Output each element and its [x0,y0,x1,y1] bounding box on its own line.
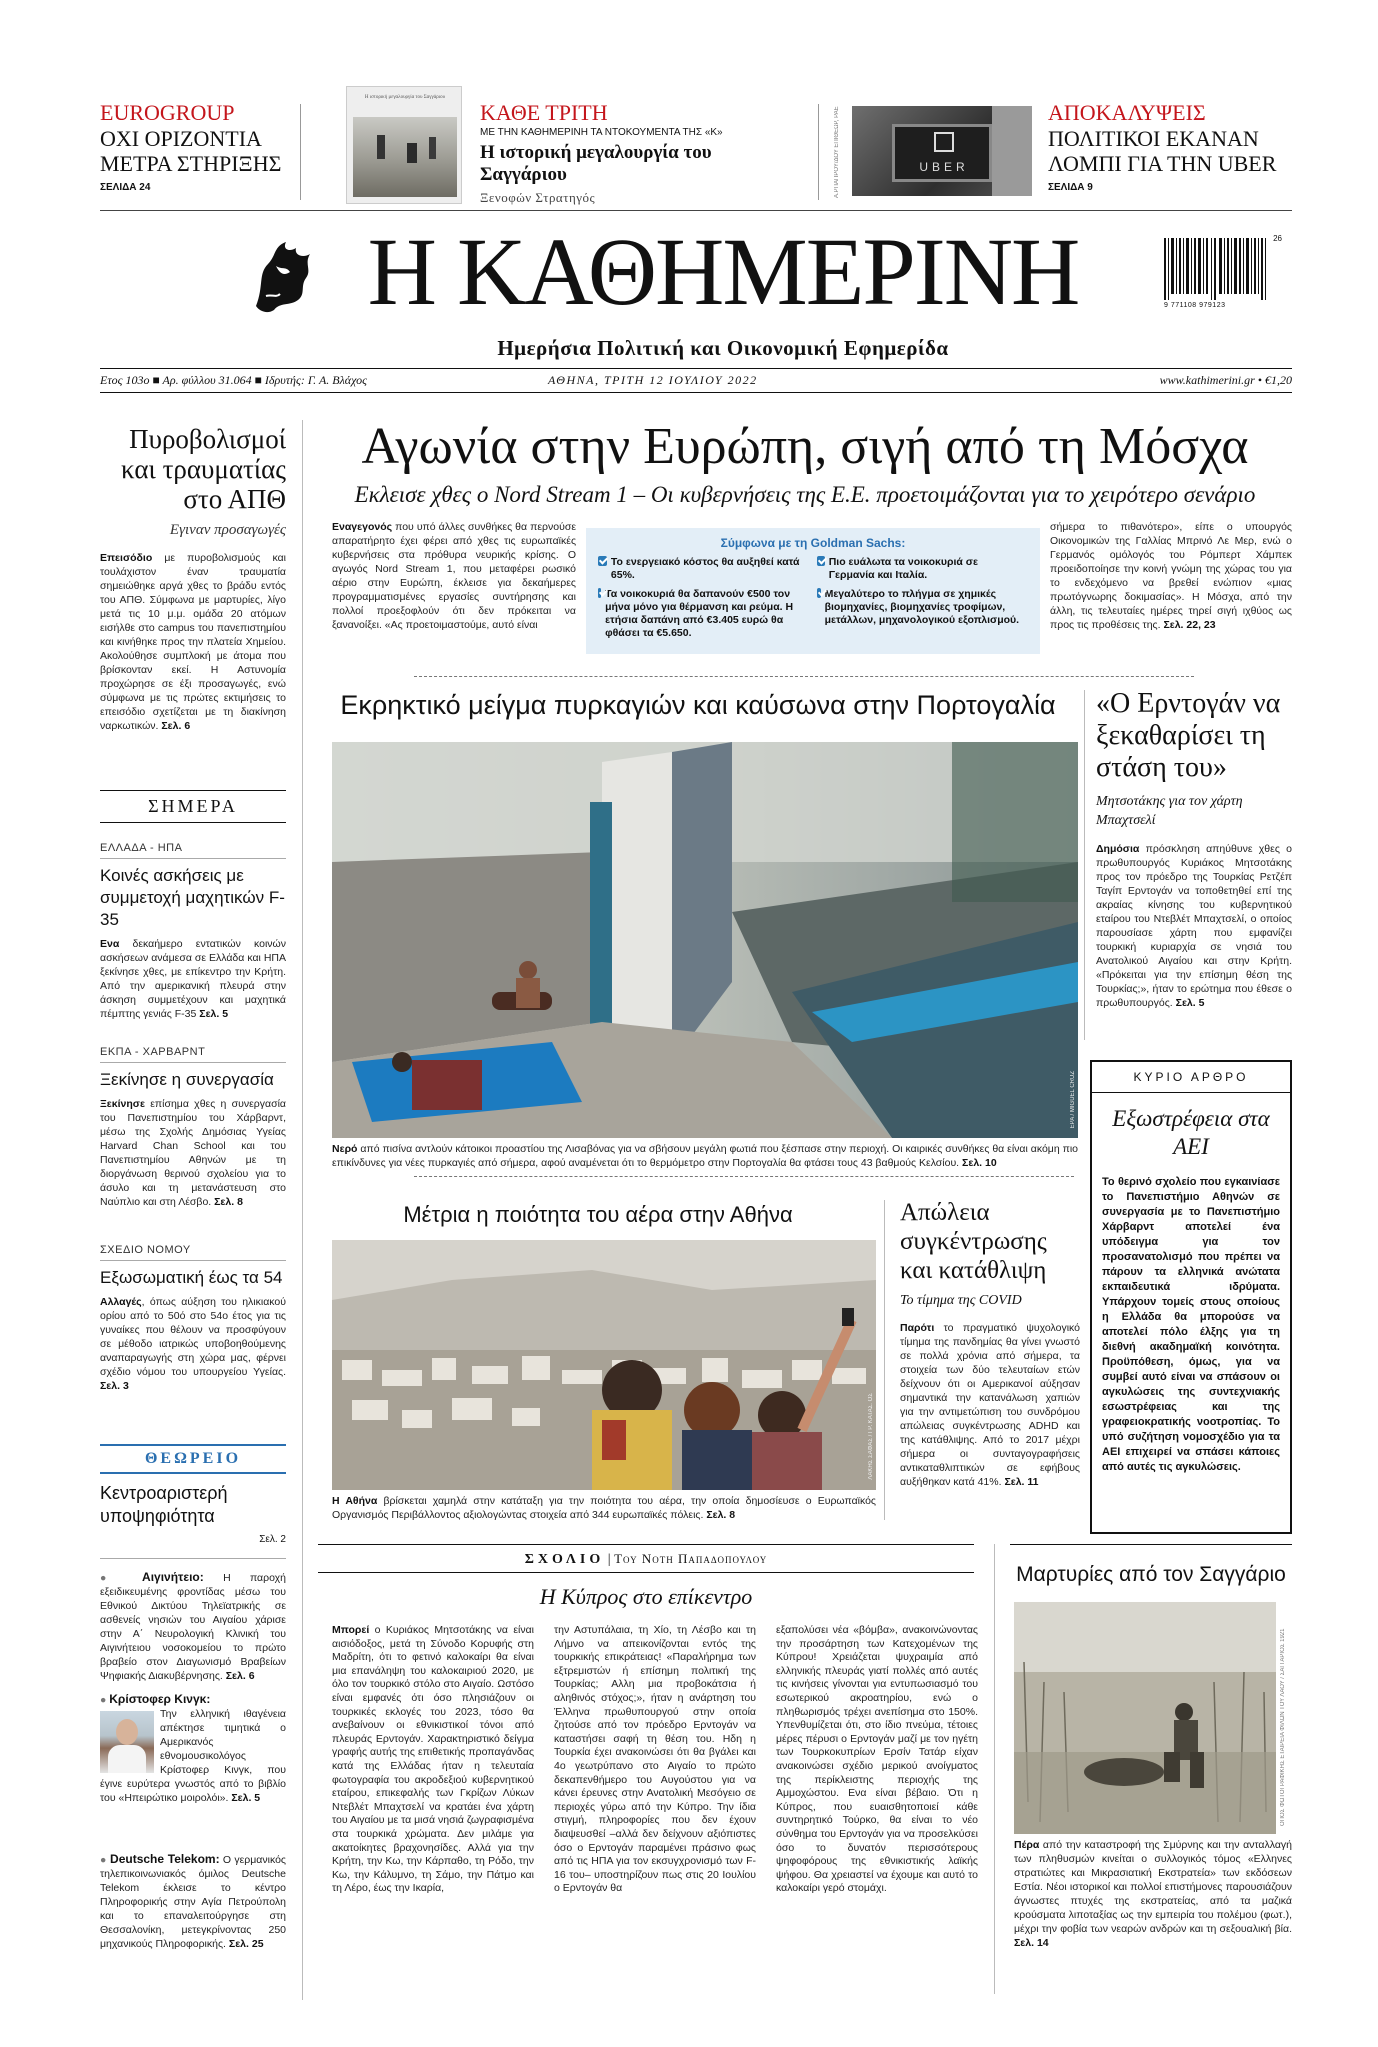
athens-headline: Μέτρια η ποιότητα του αέρα στην Αθήνα [403,1202,793,1227]
teaser-page: ΣΕΛΙΔΑ 9 [1048,182,1093,193]
website-price: www.kathimerini.gr • €1,20 [1159,373,1292,387]
simera-item[interactable] [100,842,286,1021]
goldman-box [586,528,1040,654]
section-simera: ΣΗΜΕΡΑ [148,796,238,816]
masthead-subtitle: Ημερήσια Πολιτική και Οικονομική Εφημερίδα [497,336,949,360]
lead-col-1: Εναγεγονός που υπό άλλες συνθήκες θα περνούσε απαρατήρητο έχει φέρει από χθες τις ευρωπαϊκές κυβερνήσεις στα πρόθυρα νευρικής κρίσης. Ο αγωγός Nord Stream 1, που μεταφέρει ρωσικό αέριο στην Ευρώπη, έκλεισε για δεκαήμερες προγραμματισμένες εργασίες συντήρησης και πολλοί προεξοφλούν ότι δεν πρόκειται να ξανανοίξει. «Ας προετοιμαστούμε, αυτό είναι [332,521,576,631]
item-title: Κοινές ασκήσεις με συμμετοχή μαχητικών F-35 [100,866,285,929]
item-kicker: ΣΧΕΔΙΟ ΝΟΜΟΥ [100,1244,191,1256]
item-title: Ξεκίνησε η συνεργασία [100,1070,274,1089]
item-kicker: ΕΛΛΑΔΑ - ΗΠΑ [100,842,183,854]
box-item: Πιο ευάλωτα τα νοικοκυριά σε Γερμανία και Ιταλία. [828,556,978,581]
item-body: Η παροχή εξειδικευμένης φροντίδας μέσω του Εθνικού Δικτύου Τηλεϊατρικής σε ασθενείς νησιών του Αιγαίου χάρισε στην Α΄ Νευρολογική Κλινική του Αιγινήτειου νοσοκομείου το πρώτο βραβείο στον Διαγωνισμό Βραβείων Ψηφιακής Διακυβέρνησης. [100,1572,286,1682]
theoreio-item[interactable]: ● Κρίστοφερ Κινγκ: Την ελληνική ιθαγένεια απέκτησε τιμητικά ο Αμερικανός εθνομουσικολόγος Κρίστοφερ Κινγκ, που έγινε ευρύτερα γνωστός από το βιβλίο του «Ηπειρώτικο μοιρολόι». Σελ. 5 [100,1692,286,1804]
teaser-title: ΠΟΛΙΤΙΚΟΙ ΕΚΑΝΑΝ ΛΟΜΠΙ ΓΙΑ ΤΗΝ UBER [1048,126,1277,176]
section-theoreio: ΘΕΩΡΕΙΟ [144,1450,242,1467]
item-page: Σελ. 5 [231,1792,261,1804]
editorial-title: Εξωστρέφεια στα ΑΕΙ [1112,1106,1270,1159]
article-subtitle: Μητσοτάκης για τον χάρτη Μπαχτσελί [1096,794,1243,828]
item-body: Ξεκίνησε επίσημα χθες η συνεργασία του Πανεπιστημίου του Χάρβαρντ, μέσω της Σχολής Δημόσιας Υγείας Harvard Chan School και του Πανεπιστημίου Αθηνών με τη διοργάνωση θερινού σχολείου για το άσυλο και τη μετανάστευση στο Ναύπλιο και στη Λέσβο. Σελ. 8 [100,1098,286,1208]
uber-sign: UBER [919,160,969,174]
griffin-logo [246,236,322,316]
item-body: Την ελληνική ιθαγένεια απέκτησε τιμητικά ο Αμερικανός εθνομουσικολόγος Κρίστοφερ Κινγκ, που έγινε ευρύτερα γνωστός από το βιβλίο του «Ηπειρώτικο μοιρολόι». [100,1708,286,1804]
editorial-body: Το θερινό σχολείο που εγκαινίασε το Πανεπιστήμιο Αθηνών σε συνεργασία με το Πανεπιστήμιο Χάρβαρντ αποτελεί ένα υπόδειγμα για τον προσανατολισμό που πρέπει να πάρουν τα ελληνικά ανώτατα εκπαιδευτικά ιδρύματα. Υπάρχουν τομείς στους οποίους η Ελλάδα θα μπορούσε να αποτελεί πόλο έλξης για τη διεθνή ακαδημαϊκή κοινότητα. Προϋπόθεση, όμως, για να συμβεί αυτό είναι να σπάσουν οι αγκυλώσεις της συντεχνιακής εσωστρέφειας και της γραφειοκρατικής νοοτροπίας. Το υπό συζήτηση νομοσχέδιο για τα ΑΕΙ επιχειρεί να σπάσει κάποιες από αυτές τις αγκυλώσεις. [1102,1176,1280,1473]
scholio-title: Η Κύπρος στο επίκεντρο [539,1584,753,1609]
article-subtitle: Το τίμημα της COVID [900,1293,1022,1308]
barcode [1164,234,1282,316]
box-item: Το ενεργειακό κόστος θα αυξηθεί κατά 65%. [610,556,800,581]
portrait-photo [100,1711,154,1773]
masthead-title: Η ΚΑΘΗΜΕΡΙΝΗ [367,218,1079,325]
item-page: Σελ. 25 [228,1938,264,1950]
athens-photo [332,1240,876,1490]
photo-credit: ΛΑΚΗΣ ΣΑΦΑΣ / ΓΡ. ΚΑΤΑΣ. ΟΣ [868,1393,874,1480]
teaser-kicker: ΑΠΟΚΑΛΥΨΕΙΣ [1048,100,1206,125]
box-title: Σύμφωνα με τη Goldman Sachs: [720,536,906,550]
teaser-eurogroup[interactable] [100,100,300,193]
barcode-issue: 26 [1273,234,1282,243]
article-title: «Ο Ερντογάν να ξεκαθαρίσει τη στάση του» [1096,688,1281,783]
book-cover-image: Η ιστορική μεγαλουργία του Σαγγάριου [346,86,462,204]
item-title: Εξωσωματική έως τα 54 [100,1268,283,1287]
article-body: Παρότι το πραγματικό ψυχολογικό τίμημα της πανδημίας θα γίνει γνωστό σε πολλά χρόνια από σήμερα, τα στοιχεία των δύο τελευταίων ετών δείχνουν ότι οι Αμερικανοί αύξησαν σημαντικά την κατανάλωση χαπιών για την αντιμετώπιση του συνδρόμου απώλειας συγκέντρωσης ADHD και της κατάθλιψης. Από το 2017 μέχρι σήμερα οι συνταγογραφήσεις αντικαταθλιπτικών σε εφήβους αυξήθηκαν κατά 41%. Σελ. 11 [900,1322,1080,1488]
uber-photo [852,106,1032,196]
article-apth[interactable] [100,424,286,733]
teaser-title: Η ιστορική μεγαλουργία του Σαγγάριου [480,142,712,185]
item-name: Αιγινήτειο: [142,1570,204,1584]
teaser-author: Ξενοφών Στρατηγός [480,190,596,205]
theoreio-lead[interactable] [100,1482,286,1545]
athens-caption: Η Αθήνα βρίσκεται χαμηλά στην κατάταξη για την ποιότητα του αέρα, την οποία δημοσίευσε ο Ευρωπαϊκός Οργανισμός Περιβάλλοντος αξιολογώντας στοιχεία από 344 ευρωπαϊκές πόλεις. Σελ. 8 [332,1495,876,1521]
article-body: Επεισόδιο με πυροβολισμούς και τουλάχιστον έναν τραυματία σημειώθηκε αργά χθες το βράδυ εντός του ΑΠΘ. Σύμφωνα με μαρτυρίες, λίγο μετά τις 10 μ.μ. ομάδα 20 ατόμων εισήλθε στο campus του πανεπιστημίου και κινήθηκε προς την πλατεία Χημείου. Ακολούθησε συμπλοκή με άτομα που βρίσκονταν εκεί. Η Αστυνομία προχώρησε σε έξι προσαγωγές, ενώ σύμφωνα με τις πρώτες εκτιμήσεις το επεισόδιο σχετίζεται με τη διακίνηση ναρκωτικών. Σελ. 6 [100,552,286,732]
theoreio-item[interactable]: ● Deutsche Telekom: Ο γερμανικός τηλεπικοινωνιακός όμιλος Deutsche Telekom έκλεισε το κέντρο Πληροφορικής στην Αγία Πετρούπολη και το επαναλειτούργησε στη Θεσσαλονίκη, μετεγκρίνοντας 250 μηχανικούς Πληροφορικής. Σελ. 25 [100,1852,286,1950]
article-title: Πυροβολισμοί και τραυματίας στο ΑΠΘ [121,424,286,514]
lead-headline: Αγωνία στην Ευρώπη, σιγή από τη Μόσχα [361,418,1249,475]
editorial-label: ΚΥΡΙΟ ΑΡΘΡΟ [1092,1062,1290,1093]
scholio-col: Μπορεί ο Κυριάκος Μητσοτάκης να είναι αισιόδοξος, μετά τη Σύνοδο Κορυφής στη Μαδρίτη, ότι το φετινό καλοκαίρι θα είναι μια επανάληψη του καλοκαιριού 2020, με όλο τον τουρκικό στόλο στο Αιγαίο. Ωστόσο είναι εμφανές ότι όσο πλησιάζουν οι τουρκικές εκλογές του 2023, τόσο θα ανεβαίνουν οι εθνικιστικοί τόνοι από πλευράς Ερντογάν. Χαρακτηριστικό δείγμα γραφής αυτής της επιθετικής προπαγάνδας κατά της Ελλάδας ήταν η τελευταία φωτογραφία του ακροδεξιού κυβερνητικού εταίρου, επικεφαλής των Γκρίζων Λύκων Ντεβλέτ Μπαχτσελί να κρατάει ένα χάρτη του Αιγαίου με τα μισά νησιά ζωγραφισμένα στα τουρκικά χρώματα. Δεν μιλάμε για ακατοίκητες βραχονησίδες. Αλλά για την Κρήτη, την Κω, την Κάρπαθο, τη Ρόδο, την Κω, την Κάλυμνο, τη Σάμο, την Πάτμο και τη Λέρο, έως την Ικαρία, [332,1624,534,1895]
scholio-col: την Αστυπάλαια, τη Χίο, τη Λέσβο και τη Λήμνο να απεικονίζονται εντός της τουρκικής επικράτειας! «Παραλήρημα των εξτρεμιστών ή επίσημη πολιτική της Τουρκίας; Αλλη μια προβοκάτσια ή αληθινός στόχος;», ήταν η ανάρτηση του Έλληνα πρωθυπουργού στην οποία ζητούσε από τον πρόεδρο Ερντογάν να καταστήσει σαφή τη θέση του. Ηδη η Τουρκία έχει ανακοινώσει ότι θα βγάλει και 4ο γεωτρύπανο στο Αιγαίο το πρώτο δεκαπενθήμερο του Αυγούστου για να κάνει έρευνες στην Ανατολική Μεσόγειο σε περιοχές γύρω από την Κύπρο. Την ίδια στιγμή, πληροφορίες που δεν έχουν διαψευσθεί –αλλά δεν δείχνουν αξιόπιστες όσο ο Ερντογάν παραμένει πράσινο φως από τις ΗΠΑ για τον εκσυγχρονισμό των F-16 του– υποστηρίζουν πως στις 20 Ιουλίου ο Ερντογάν θα [554,1624,756,1895]
scholio-col: εξαπολύσει νέα «βόμβα», ανακοινώνοντας την προσάρτηση των Κατεχομένων της Κύπρου! Χρειάζεται ψυχραιμία από ελληνικής πλευράς γιατί πολλές από αυτές τις κινήσεις γίνονται για εντυπωσιασμό του εσωτερικού ακροατηρίου, ενώ ο πληθωρισμός τρέχει ανεπίσημα στο 150%. Υπενθυμίζεται ότι, στο ίδιο πνεύμα, τέτοιες μέρες πέρυσι ο Ερντογάν μαζί με τον ηγέτη των Τουρκοκυπρίων Ερσίν Τατάρ είχαν ανακοινώσει σχέδιο μερικού ανοίγματος της περίκλειστης περιοχής της Αμμοχώστου. Ενα είναι βέβαιο. Ότι η Κύπρος, που ευαισθητοποιεί κάθε συντηρητικό Τούρκο, θα είναι το νέο σύνθημα του Ερντογάν για να προσελκύσει όσο το δυνατόν περισσότερους ψηφοφόρους της εθνικιστικής λαϊκής ψήφου. Θα χρειαστεί να έχουμε και αυτό το καλοκαίρι γερό στομάχι. [776,1624,978,1895]
simera-item[interactable] [100,1046,286,1209]
item-name: Deutsche Telekom: [110,1852,220,1866]
item-name: Κρίστοφερ Κινγκ: [109,1692,211,1706]
teaser-tuesday[interactable] [480,100,800,206]
scholio-header: ΣΧΟΛΙΟ | Του Νοτη Παπαδοπουλου [524,1551,768,1567]
simera-item[interactable] [100,1244,286,1393]
sangarios-photo [1014,1602,1286,1834]
theoreio-item[interactable]: ● Αιγινήτειο: Η παροχή εξειδικευμένης φροντίδας μέσω του Εθνικού Δικτύου Τηλεϊατρικής σε ασθενείς νησιών του Αιγαίου χάρισε στην Α΄ Νευρολογική Κλινική του Αιγινήτειου νοσοκομείου το πρώτο βραβείο στον Διαγωνισμό Βραβείων Ψηφιακής Διακυβέρνησης. Σελ. 6 [100,1570,286,1682]
article-title: Απώλεια συγκέντρωσης και κατάθλιψη [900,1199,1047,1284]
teaser-title: ΟΧΙ ΟΡΙΖΟΝΤΙΑ ΜΕΤΡΑ ΣΤΗΡΙΞΗΣ [100,126,282,176]
teaser-sub: ΜΕ ΤΗΝ ΚΑΘΗΜΕΡΙΝΗ ΤΑ ΝΤΟΚΟΥΜΕΝΤΑ ΤΗΣ «Κ» [480,127,723,138]
portugal-caption: Νερό από πισίνα αντλούν κάτοικοι προαστίου της Λισαβόνας για να σβήσουν μεγάλη φωτιά που ξέσπασε στην περιοχή. Οι καιρικές συνθήκες θα είναι ακόμη πιο επικίνδυνες για νέες πυρκαγιές από σήμερα, αφού αναμένεται ότι το θερμόμετρο στην Πορτογαλία θα φτάσει τους 43 βαθμούς Κελσίου. Σελ. 10 [332,1143,1079,1169]
photo-credit: Α.ΡΠΑΠΡΟΥ/ΔΟΥ ΕΠΙΘΕΩΡ, ΡΑΕ [834,106,840,198]
item-body: Ο γερμανικός τηλεπικοινωνιακός όμιλος Deutsche Telekom έκλεισε το κέντρο Πληροφορικής στην Αγία Πετρούπολη και το επαναλειτούργησε στη Θεσσαλονίκη, μετεγκρίνοντας 250 μηχανικούς Πληροφορικής. [100,1854,286,1950]
article-body: Δημόσια πρόσκληση απηύθυνε χθες ο πρωθυπουργός Κυριάκος Μητσοτάκης προς τον πρόεδρο της Τουρκίας Ρετζέπ Ταγίπ Ερντογάν να τοποθετηθεί επί της ακραίας κίνησης του κυβερνητικού εταίρου του Ντεβλέτ Μπαχτσελί, ο οποίος παρουσίασε χάρτη που εμφανίζει τουρκική κυριαρχία σε νησιά του Ανατολικού Αιγαίου και στην Κρήτη. «Πρόκειται για την επίσημη θέση της Τουρκίας;», ήταν το ερώτημα που έθεσε ο πρωθυπουργός. Σελ. 5 [1096,843,1292,1009]
teaser-kicker: ΚΑΘΕ ΤΡΙΤΗ [480,100,608,125]
barcode-number: 9 771108 979123 [1164,302,1226,309]
photo-credit: ΟΠΟΣ ΦΩΤΟΓΡΑΦΙΚΗΣ ΕΤΑΙΡΕΙΑ ΦΙΛΩΝ ΤΟΥ ΛΑΟΥ / ΣΑΓΓΑΡΙΟΣ 1921 [1280,1628,1286,1826]
article-subtitle: Εγιναν προσαγωγές [169,522,286,538]
box-item: Μεγαλύτερο το πλήγμα σε χημικές βιομηχανίες, βιομηχανίες τροφίμων, μετάλλων, μηχανολογικού εξοπλισμού. [824,588,1020,626]
theoreio-page: Σελ. 2 [259,1534,286,1545]
box-item: Τα νοικοκυριά θα δαπανούν €500 τον μήνα μόνο για θέρμανση και ρεύμα. Η ετήσια δαπάνη από €3.405 ευρώ θα φθάσει τα €5.650. [605,588,794,639]
teaser-page: ΣΕΛΙΔΑ 24 [100,182,151,193]
item-kicker: ΕΚΠΑ - ΧΑΡΒΑΡΝΤ [100,1046,206,1058]
article-covid[interactable] [900,1198,1080,1489]
teaser-uber[interactable] [1048,100,1288,193]
issue-meta: Ετος 103ο ■ Αρ. φύλλου 31.064 ■ Ιδρυτής: Γ. Α. Βλάχος [100,373,367,387]
theoreio-title: Κεντροαριστερή υποψηφιότητα [100,1483,228,1526]
scholio-author: Του Νοτη Παπαδοπουλου [614,1551,768,1566]
lead-col-3: σήμερα το πιθανότερο», είπε ο υπουργός Οικονομικών της Γαλλίας Μπρινό Λε Μερ, ενώ ο Γερμανός ομόλογός του Ρόμπερτ Χάμπεκ προειδοποίησε την κοινή γνώμη της χώρας του για το ενδεχόμενο να βρεθεί ενώπιον «μιας πρωτόγνωρης δοκιμασίας». Η Μόσχα, από την άλλη, τις τελευταίες ημέρες τηρεί σιγή ιχθύος ως προς τις προθέσεις της. Σελ. 22, 23 [1050,521,1292,631]
portugal-fire-photo [332,742,1078,1138]
scholio-label: ΣΧΟΛΙΟ [524,1552,605,1567]
portugal-headline: Εκρηκτικό μείγμα πυρκαγιών και καύσωνα στην Πορτογαλία [340,690,1056,720]
article-erdogan[interactable] [1096,688,1292,1010]
editorial-box[interactable] [1090,1060,1292,1534]
sangarios-headline: Μαρτυρίες από τον Σαγγάριο [1016,1563,1286,1586]
photo-credit: EPA / MIGUEL CRUZ [1070,1070,1076,1128]
item-page: Σελ. 6 [225,1670,255,1682]
item-body: Ενα δεκαήμερο εντατικών κοινών ασκήσεων ανάμεσα σε Ελλάδα και ΗΠΑ ξεκίνησε χθες, με επίκεντρο την Κρήτη. Από την αμερικανική πλευρά στην άσκηση συμμετέχουν και μαχητικά πέμπτης γενιάς F-35 Σελ. 5 [100,938,286,1020]
teaser-kicker: EUROGROUP [100,100,235,125]
sangarios-caption: Πέρα από την καταστροφή της Σμύρνης και την ανταλλαγή των πληθυσμών κινείται ο συλλογικός τόμος «Ελληνες στρατιώτες και Μικρασιατική Εκστρατεία» των εκδόσεων Εστία. Νέοι ιστορικοί και πολλοί επιστήμονες παρουσιάζουν άγνωστες πτυχές της εκστρατείας, από τα μαζικά κρούσματα λιποταξίας ως την εμπειρία του πολέμου (φωτ.), μέχρι την φοβία των νεαρών ανδρών και τη σεξουαλική βία. Σελ. 14 [1014,1839,1292,1949]
issue-date: ΑΘΗΝΑ, ΤΡΙΤΗ 12 ΙΟΥΛΙΟΥ 2022 [548,373,758,387]
item-body: Αλλαγές, όπως αύξηση του ηλικιακού ορίου από το 50ό στο 54ο έτος για τις γυναίκες που θέλουν να προσφύγουν σε μέθοδο ιατρικώς υποβοηθούμενης αναπαραγωγής στη χώρα μας, φέρνει σχέδιο νόμου του υπουργείου Υγείας. Σελ. 3 [100,1296,286,1392]
lead-deck: Εκλεισε χθες ο Nord Stream 1 – Οι κυβερνήσεις της Ε.Ε. προετοιμάζονται για το χειρότερο σενάριο [354,482,1256,507]
